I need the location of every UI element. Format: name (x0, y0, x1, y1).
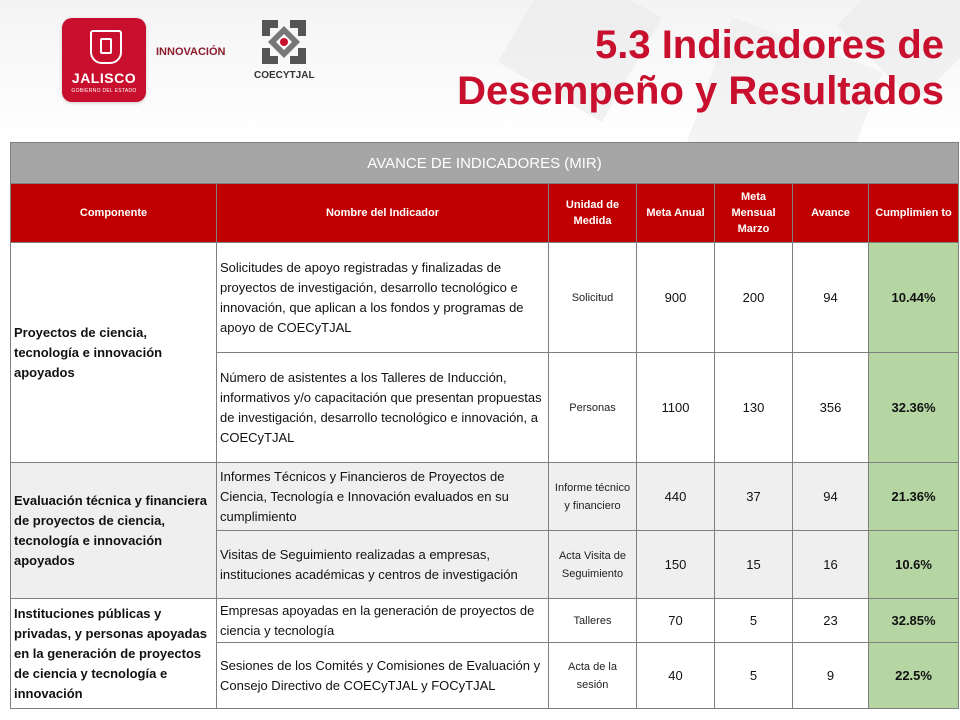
unidad-cell: Informe técnico y financiero (549, 463, 637, 531)
table-row (11, 599, 959, 643)
table-row (11, 243, 959, 353)
col-meta-mensual: Meta Mensual Marzo (715, 184, 793, 243)
indicador-cell: Solicitudes de apoyo registradas y finalizadas de proyectos de investigación, desarrollo tecnológico e innovación, que aplican a los fondos y programas de apoyo de COECyTJAL (217, 243, 549, 353)
unidad-cell: Acta Visita de Seguimiento (549, 531, 637, 599)
col-meta-anual: Meta Anual (637, 184, 715, 243)
crest-icon (90, 30, 122, 64)
avance-cell: 23 (793, 599, 869, 643)
slide-header (0, 0, 960, 142)
avance-cell: 16 (793, 531, 869, 599)
meta-anual-cell: 150 (637, 531, 715, 599)
cumplimiento-cell: 22.5% (869, 643, 959, 709)
componente-cell: Proyectos de ciencia, tecnología e innovación apoyados (11, 243, 217, 463)
avance-cell: 94 (793, 463, 869, 531)
meta-mensual-cell: 5 (715, 599, 793, 643)
indicador-cell: Visitas de Seguimiento realizadas a empresas, instituciones académicas y centros de investigación (217, 531, 549, 599)
cumplimiento-cell: 32.85% (869, 599, 959, 643)
meta-mensual-cell: 5 (715, 643, 793, 709)
unidad-cell: Talleres (549, 599, 637, 643)
cumplimiento-cell: 10.6% (869, 531, 959, 599)
meta-anual-cell: 440 (637, 463, 715, 531)
unidad-cell: Solicitud (549, 243, 637, 353)
col-nombre-indicador: Nombre del Indicador (217, 184, 549, 243)
title-line-1: 5.3 Indicadores de (594, 23, 944, 67)
table-banner: AVANCE DE INDICADORES (MIR) (11, 143, 959, 184)
indicador-cell: Informes Técnicos y Financieros de Proyectos de Ciencia, Tecnología e Innovación evaluados en su cumplimiento (217, 463, 549, 531)
coecytjal-logo (254, 20, 314, 90)
meta-mensual-cell: 130 (715, 353, 793, 463)
meta-anual-cell: 900 (637, 243, 715, 353)
meta-anual-cell: 40 (637, 643, 715, 709)
indicador-cell: Número de asistentes a los Talleres de Inducción, informativos y/o capacitación que presentan propuestas de investigación, desarrollo tecnológico e innovación, a COECyTJAL (217, 353, 549, 463)
meta-mensual-cell: 37 (715, 463, 793, 531)
cumplimiento-cell: 32.36% (869, 353, 959, 463)
indicador-cell: Empresas apoyadas en la generación de proyectos de ciencia y tecnología (217, 599, 549, 643)
unidad-cell: Acta de la sesión (549, 643, 637, 709)
table-row (11, 463, 959, 531)
meta-mensual-cell: 15 (715, 531, 793, 599)
coecytjal-label: COECYTJAL (254, 70, 315, 81)
jalisco-logo-text: JALISCO (71, 70, 137, 86)
slide-title (457, 22, 944, 114)
cumplimiento-cell: 21.36% (869, 463, 959, 531)
meta-mensual-cell: 200 (715, 243, 793, 353)
componente-cell: Instituciones públicas y privadas, y personas apoyadas en la generación de proyectos de ciencia y tecnología e innovación (11, 599, 217, 709)
mir-table (10, 142, 959, 709)
col-cumplimiento: Cumplimien to (869, 184, 959, 243)
jalisco-logo (62, 18, 146, 102)
avance-cell: 356 (793, 353, 869, 463)
col-avance: Avance (793, 184, 869, 243)
col-unidad-medida: Unidad de Medida (549, 184, 637, 243)
meta-anual-cell: 70 (637, 599, 715, 643)
componente-cell: Evaluación técnica y financiera de proyectos de ciencia, tecnología e innovación apoyados (11, 463, 217, 599)
table-header-row (11, 184, 959, 243)
avance-cell: 94 (793, 243, 869, 353)
table-banner-row (11, 143, 959, 184)
meta-anual-cell: 1100 (637, 353, 715, 463)
jalisco-logo-subtext: GOBIERNO DEL ESTADO (71, 88, 137, 94)
col-componente: Componente (11, 184, 217, 243)
innovacion-label: INNOVACIÓN (156, 46, 226, 58)
unidad-cell: Personas (549, 353, 637, 463)
indicador-cell: Sesiones de los Comités y Comisiones de Evaluación y Consejo Directivo de COECyTJAL y FOCyTJAL (217, 643, 549, 709)
avance-cell: 9 (793, 643, 869, 709)
title-line-2: Desempeño y Resultados (457, 69, 944, 113)
cumplimiento-cell: 10.44% (869, 243, 959, 353)
coecytjal-mark-icon (262, 20, 306, 64)
